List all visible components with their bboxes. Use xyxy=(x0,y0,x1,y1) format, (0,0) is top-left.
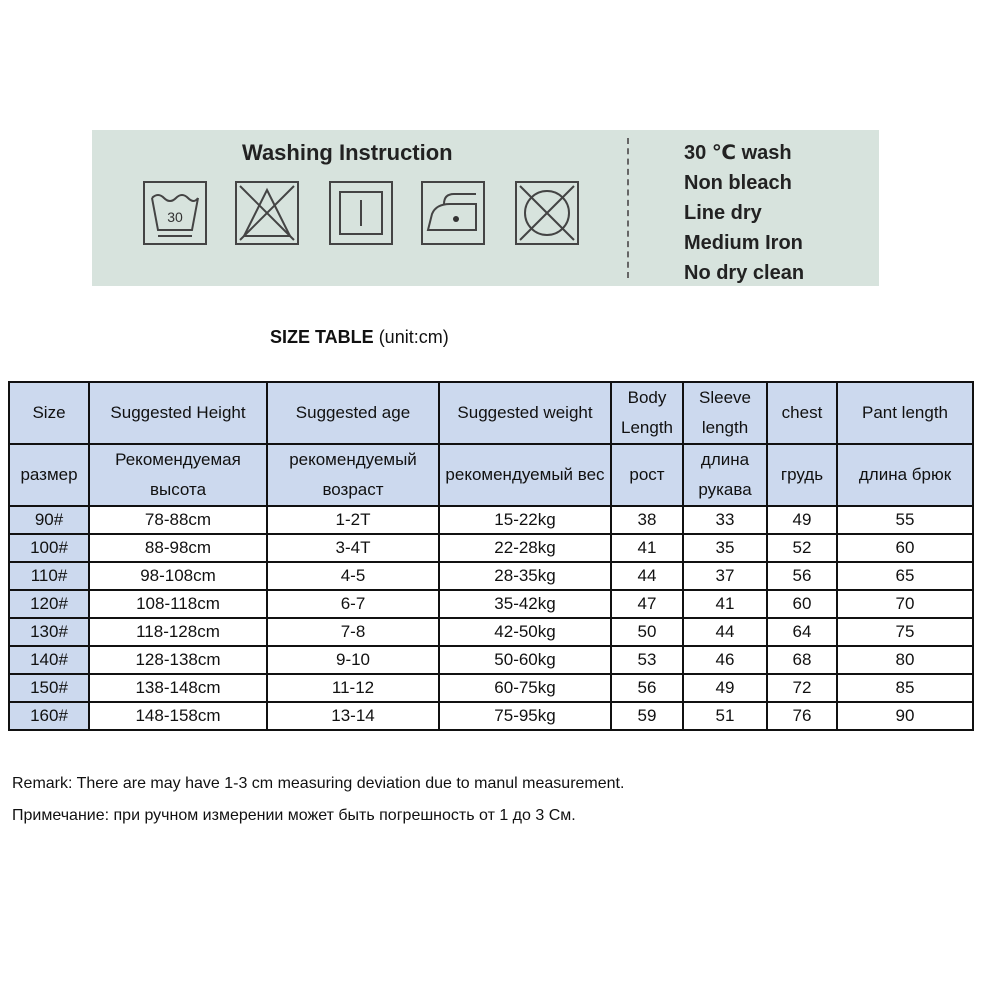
panel-divider xyxy=(627,138,629,278)
table-cell: 68 xyxy=(767,646,837,674)
table-row xyxy=(9,534,973,562)
table-row xyxy=(9,506,973,534)
table-cell: 60 xyxy=(837,534,973,562)
size-cell: 90# xyxy=(9,506,89,534)
table-cell: 138-148cm xyxy=(89,674,267,702)
table-cell: 28-35kg xyxy=(439,562,611,590)
no-dry-clean-icon xyxy=(514,180,580,246)
size-cell: 110# xyxy=(9,562,89,590)
table-cell: 50-60kg xyxy=(439,646,611,674)
header-cell: Рекомендуемая высота xyxy=(89,444,267,506)
size-cell: 160# xyxy=(9,702,89,730)
washing-instruction-list xyxy=(684,138,804,288)
table-cell: 75 xyxy=(837,618,973,646)
table-cell: 1-2T xyxy=(267,506,439,534)
table-cell: 46 xyxy=(683,646,767,674)
table-cell: 56 xyxy=(767,562,837,590)
header-cell: Suggested age xyxy=(267,382,439,444)
table-cell: 50 xyxy=(611,618,683,646)
header-cell: Sleeve length xyxy=(683,382,767,444)
table-cell: 35-42kg xyxy=(439,590,611,618)
table-cell: 55 xyxy=(837,506,973,534)
table-cell: 76 xyxy=(767,702,837,730)
header-cell: грудь xyxy=(767,444,837,506)
table-cell: 47 xyxy=(611,590,683,618)
table-cell: 38 xyxy=(611,506,683,534)
table-cell: 37 xyxy=(683,562,767,590)
header-row-russian xyxy=(9,444,973,506)
table-cell: 49 xyxy=(683,674,767,702)
no-bleach-icon xyxy=(234,180,300,246)
remark-english: Remark: There are may have 1-3 cm measuring deviation due to manul measurement. xyxy=(12,775,625,792)
table-cell: 33 xyxy=(683,506,767,534)
table-cell: 42-50kg xyxy=(439,618,611,646)
table-cell: 88-98cm xyxy=(89,534,267,562)
table-cell: 9-10 xyxy=(267,646,439,674)
instruction-dry-clean: No dry clean xyxy=(684,262,805,284)
table-cell: 22-28kg xyxy=(439,534,611,562)
table-cell: 72 xyxy=(767,674,837,702)
header-cell: рост xyxy=(611,444,683,506)
table-cell: 6-7 xyxy=(267,590,439,618)
washing-icons xyxy=(142,180,602,250)
table-row xyxy=(9,618,973,646)
wash-30-icon xyxy=(142,180,208,246)
table-cell: 108-118cm xyxy=(89,590,267,618)
table-cell: 118-128cm xyxy=(89,618,267,646)
header-cell: рекомендуемый вес xyxy=(439,444,611,506)
header-row-english xyxy=(9,382,973,444)
table-cell: 51 xyxy=(683,702,767,730)
table-cell: 60 xyxy=(767,590,837,618)
table-cell: 85 xyxy=(837,674,973,702)
size-cell: 150# xyxy=(9,674,89,702)
size-table xyxy=(8,381,974,731)
table-row xyxy=(9,702,973,730)
instruction-wash: 30 ℃ wash xyxy=(684,142,792,164)
instruction-bleach: Non bleach xyxy=(684,172,792,194)
washing-instruction-panel xyxy=(92,130,879,286)
table-cell: 44 xyxy=(683,618,767,646)
table-cell: 15-22kg xyxy=(439,506,611,534)
table-cell: 35 xyxy=(683,534,767,562)
table-cell: 13-14 xyxy=(267,702,439,730)
header-cell: Suggested weight xyxy=(439,382,611,444)
wash-temperature-label: 30 xyxy=(167,209,183,225)
table-cell: 64 xyxy=(767,618,837,646)
header-cell: рекомендуемый возраст xyxy=(267,444,439,506)
header-cell: длина рукава xyxy=(683,444,767,506)
header-cell: Body Length xyxy=(611,382,683,444)
table-cell: 60-75kg xyxy=(439,674,611,702)
instruction-dry: Line dry xyxy=(684,202,762,224)
remarks xyxy=(12,768,624,832)
size-cell: 120# xyxy=(9,590,89,618)
size-table-title xyxy=(270,327,449,348)
table-cell: 52 xyxy=(767,534,837,562)
table-row xyxy=(9,590,973,618)
table-cell: 3-4T xyxy=(267,534,439,562)
table-cell: 44 xyxy=(611,562,683,590)
table-cell: 4-5 xyxy=(267,562,439,590)
table-cell: 41 xyxy=(683,590,767,618)
size-cell: 100# xyxy=(9,534,89,562)
size-table-unit: (unit:cm) xyxy=(378,327,449,347)
table-cell: 80 xyxy=(837,646,973,674)
table-cell: 78-88cm xyxy=(89,506,267,534)
table-cell: 128-138cm xyxy=(89,646,267,674)
size-table-heading: SIZE TABLE xyxy=(270,327,374,347)
table-row xyxy=(9,674,973,702)
header-cell: Size xyxy=(9,382,89,444)
header-cell: Pant length xyxy=(837,382,973,444)
table-cell: 56 xyxy=(611,674,683,702)
size-cell: 130# xyxy=(9,618,89,646)
line-dry-icon xyxy=(328,180,394,246)
washing-instruction-title: Washing Instruction xyxy=(242,140,453,165)
table-cell: 49 xyxy=(767,506,837,534)
table-cell: 90 xyxy=(837,702,973,730)
table-cell: 7-8 xyxy=(267,618,439,646)
table-cell: 59 xyxy=(611,702,683,730)
table-cell: 41 xyxy=(611,534,683,562)
instruction-iron: Medium Iron xyxy=(684,232,803,254)
header-cell: размер xyxy=(9,444,89,506)
table-cell: 98-108cm xyxy=(89,562,267,590)
table-cell: 65 xyxy=(837,562,973,590)
remark-russian: Примечание: при ручном измерении может быть погрешность от 1 до 3 См. xyxy=(12,807,576,824)
table-row xyxy=(9,646,973,674)
table-row xyxy=(9,562,973,590)
table-cell: 53 xyxy=(611,646,683,674)
header-cell: длина брюк xyxy=(837,444,973,506)
medium-iron-icon xyxy=(420,180,486,246)
size-cell: 140# xyxy=(9,646,89,674)
header-cell: Suggested Height xyxy=(89,382,267,444)
table-cell: 70 xyxy=(837,590,973,618)
table-cell: 75-95kg xyxy=(439,702,611,730)
header-cell: chest xyxy=(767,382,837,444)
table-cell: 11-12 xyxy=(267,674,439,702)
table-cell: 148-158cm xyxy=(89,702,267,730)
